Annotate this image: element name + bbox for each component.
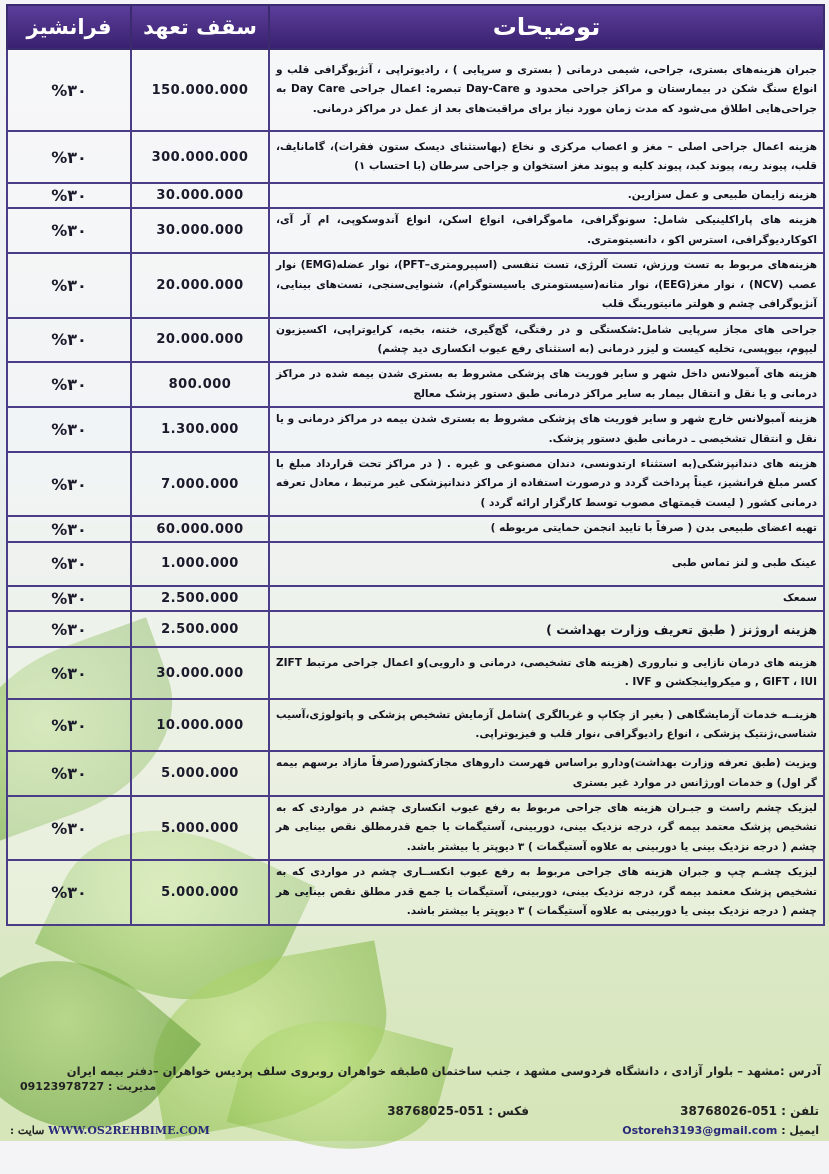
site-label: سایت :: [10, 1124, 45, 1137]
table-row: [7, 796, 824, 860]
row-franchise: %۳۰: [7, 796, 131, 860]
row-cap: 1.300.000: [131, 407, 269, 452]
row-cap: 20.000.000: [131, 253, 269, 317]
table-row: [7, 542, 824, 586]
row-franchise: %۳۰: [7, 586, 131, 611]
row-franchise: %۳۰: [7, 452, 131, 516]
table-row: [7, 611, 824, 647]
footer-fax: [387, 1104, 529, 1118]
manager-label: مدیریت :: [108, 1080, 157, 1093]
row-cap: 30.000.000: [131, 208, 269, 253]
footer-address: [6, 1064, 821, 1093]
table-row: [7, 452, 824, 516]
email-link[interactable]: Ostoreh3193@gmail.com: [622, 1124, 778, 1137]
row-franchise: %۳۰: [7, 699, 131, 751]
row-cap: 1.000.000: [131, 542, 269, 586]
row-franchise: %۳۰: [7, 647, 131, 699]
row-description: ویزیت (طبق تعرفه وزارت بهداشت)ودارو براساس فهرست داروهای مجازکشور(صرفاً مازاد برسهم بیمه گر اول) و خدمات اورژانس در موارد غیر بستری: [269, 751, 824, 796]
row-description: عینک طبی و لنز تماس طبی: [269, 542, 824, 586]
table-row: [7, 49, 824, 131]
row-description: هزینه اعمال جراحی اصلی – مغز و اعصاب مرکزی و نخاع (بهاستثنای دیسک ستون فقرات)، گامانایف، قلب، پیوند ریه، پیوند کبد، پیوند کلیه و پیوند مغز استخوان و جراحی سرطان (با احتساب ۱): [269, 131, 824, 183]
table-row: [7, 253, 824, 317]
row-description: لیزیک چشـم چپ و جبران هزینه های جراحی مربوط به رفع عیوب انکســاری چشم در مواردی که به تشخیص پزشک معتمد بیمه گر، درجه نزدیک بینی، دوربینی، آستیگمات یا جمع قدر مطلق نقص بینایی هر چشم ( درجه نزدیک بینی یا دوربینی به علاوه آستیگمات ) ۳ دیوپتر یا بیشتر باشد.: [269, 860, 824, 924]
row-cap: 10.000.000: [131, 699, 269, 751]
row-cap: 2.500.000: [131, 611, 269, 647]
row-franchise: %۳۰: [7, 318, 131, 363]
row-franchise: %۳۰: [7, 516, 131, 541]
fax-value: 051-38768025: [387, 1104, 485, 1118]
row-franchise: %۳۰: [7, 751, 131, 796]
row-franchise: %۳۰: [7, 49, 131, 131]
row-cap: 2.500.000: [131, 586, 269, 611]
tel-label: تلفن :: [781, 1104, 819, 1118]
table-row: [7, 516, 824, 541]
row-franchise: %۳۰: [7, 253, 131, 317]
row-cap: 5.000.000: [131, 751, 269, 796]
row-description: تهیه اعضای طبیعی بدن ( صرفاً با تایید انجمن حمایتی مربوطه ): [269, 516, 824, 541]
row-franchise: %۳۰: [7, 208, 131, 253]
header-cap: سقف تعهد: [131, 5, 269, 49]
email-label: ایمیل :: [781, 1124, 819, 1137]
row-description: هزینه آمبولانس خارج شهر و سایر فوریت های پزشکی مشروط به بستری شدن بیمه در مراکز درمانی و یا نقل و انتقال تشخیصی ـ درمانی طبق دستور پزشک.: [269, 407, 824, 452]
row-cap: 5.000.000: [131, 860, 269, 924]
row-description: سمعک: [269, 586, 824, 611]
address-text: آدرس :مشهد – بلوار آزادی ، دانشگاه فردوسی مشهد ، جنب ساختمان ۵طبقه خواهران روبروی سلف پردیس خواهران –دفتر بیمه ایران: [66, 1064, 821, 1078]
row-cap: 60.000.000: [131, 516, 269, 541]
header-description: توضیحات: [269, 5, 824, 49]
row-description: جبران هزینه‌های بستری، جراحی، شیمی درمانی ( بستری و سرپایی ) ، رادیوتراپی ، آنژیوگرافی قلب و انواع سنگ شکن در بیمارستان و مراکز جراحی محدود و Day-Care تبصره: اعمال جراحی Day Care به جراحی‌هایی اطلاق می‌شود که مدت زمان مورد نیاز برای مراقبت‌های بعد از عمل در مراکز درمانی.: [269, 49, 824, 131]
row-description: لیزیک چشم راست و جبـران هزینه های جراحی مربوط به رفع عیوب انکساری چشم در مواردی که به تشخیص پزشک معتمد بیمه گر، درجه نزدیک بینی، دوربینی، آستیگمات یا جمع قدرمطلق نقص بینایی هر چشم ( درجه نزدیک بینی یا دوربینی به علاوه آستیگمات ) ۳ دیوپتر یا بیشتر باشد.: [269, 796, 824, 860]
fax-label: فکس :: [488, 1104, 529, 1118]
row-franchise: %۳۰: [7, 131, 131, 183]
row-description: هزینه‌های مربوط به تست ورزش، تست آلرژی، تست تنفسی (اسپیرومتری–PFT)، نوار عضله(EMG) نوار عصب (NCV) ، نوار مغز(EEG)، نوار مثانه(سیستومتری یاسیستوگرام)، شنوایی‌سنجی، تست‌های بینایی، آنژیوگرافی چشم و هولتر مانیتورینگ قلب: [269, 253, 824, 317]
row-description: هزینه های آمبولانس داخل شهر و سایر فوریت های پزشکی مشروط به بستری شدن بیمه شده در مراکز درمانی و یا نقل و انتقال بیمار به سایر مراکز درمانی طبق دستور پزشک معالج: [269, 362, 824, 407]
row-cap: 30.000.000: [131, 183, 269, 208]
tel-value: 051-38768026: [680, 1104, 777, 1118]
row-cap: 30.000.000: [131, 647, 269, 699]
row-description: هزینه های درمان نازایی و نباروری (هزینه های تشخیصی، درمانی و دارویی)و اعمال جراحی مرتبط ZIFT , GIFT ، IUI و میکرواینجکشن و IVF .: [269, 647, 824, 699]
footer-site: [10, 1124, 210, 1137]
row-cap: 20.000.000: [131, 318, 269, 363]
table-header-row: [7, 5, 824, 49]
site-link[interactable]: WWW.OS2REHBIME.COM: [48, 1124, 210, 1137]
row-description: هزینه اروژنز ( طبق تعریف وزارت بهداشت ): [269, 611, 824, 647]
row-description: هزینه های پاراکلینیکی شامل: سونوگرافی، ماموگرافی، انواع اسکن، انواع آندوسکوپی، ام آر آی، اکوکاردیوگرافی، استرس اکو ، دانسیتومتری.: [269, 208, 824, 253]
row-cap: 800.000: [131, 362, 269, 407]
row-franchise: %۳۰: [7, 183, 131, 208]
footer-tel: [680, 1104, 819, 1118]
table-row: [7, 318, 824, 363]
coverage-table: [6, 4, 825, 926]
table-row: [7, 407, 824, 452]
row-description: هزینــه خدمات آزمایشگاهی ( بغیر از چکاپ و غربالگری )شامل آزمایش تشخیص پزشکی و پاتولوژی،آسیب شناسی،ژنتیک پزشکی ، انواع رادیوگرافی ،نوار قلب و فیزیوتراپی.: [269, 699, 824, 751]
footer-email: [622, 1124, 819, 1137]
manager-contact: [20, 1080, 156, 1093]
table-row: [7, 362, 824, 407]
table-row: [7, 647, 824, 699]
row-franchise: %۳۰: [7, 362, 131, 407]
table-row: [7, 860, 824, 924]
table-row: [7, 586, 824, 611]
table-row: [7, 699, 824, 751]
row-cap: 5.000.000: [131, 796, 269, 860]
manager-phone: 09123978727: [20, 1080, 105, 1093]
row-description: هزینه زایمان طبیعی و عمل سزارین.: [269, 183, 824, 208]
row-franchise: %۳۰: [7, 860, 131, 924]
row-cap: 150.000.000: [131, 49, 269, 131]
row-franchise: %۳۰: [7, 542, 131, 586]
table-row: [7, 183, 824, 208]
row-cap: 7.000.000: [131, 452, 269, 516]
table-row: [7, 751, 824, 796]
row-description: جراحی های مجاز سرپایی شامل:شکستگی و در رفتگی، گچ‌گیری، ختنه، بخیه، کرایوتراپی، اکسیزیون لیپوم، بیوپسی، تخلیه کیست و لیزر درمانی (به استثنای رفع عیوب انکساری دید چشم): [269, 318, 824, 363]
row-franchise: %۳۰: [7, 407, 131, 452]
table-row: [7, 131, 824, 183]
footer: [0, 1060, 829, 1141]
row-description: هزینه های دندانپزشکی(به استثناء ارتدونسی، دندان مصنوعی و غیره . ( در مراکز تحت قرارداد مبلغ با کسر مبلغ فرانشیز، عیناً پرداخت گردد و درصورت استفاده از مراکز دندانپزشکی غیر مرتبط ، معادل تعرفه درمانی کشور ( لیست قیمتهای مصوب توسط کارگزار ارائه گردد ): [269, 452, 824, 516]
header-franchise: فرانشیز: [7, 5, 131, 49]
row-franchise: %۳۰: [7, 611, 131, 647]
table-row: [7, 208, 824, 253]
row-cap: 300.000.000: [131, 131, 269, 183]
